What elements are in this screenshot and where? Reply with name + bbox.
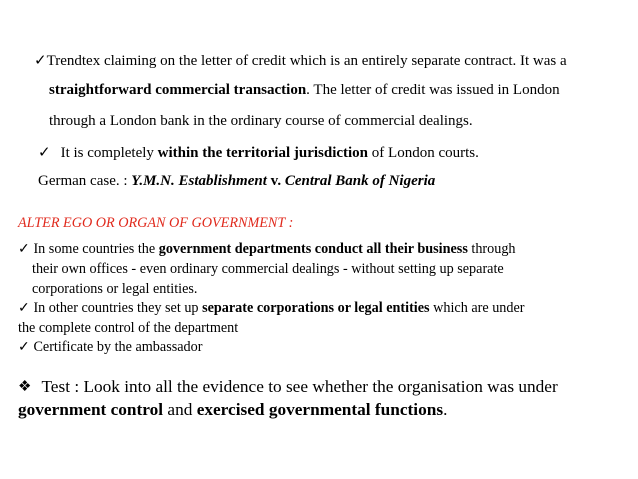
text-line-10: the complete control of the department (18, 320, 239, 336)
bold-phrase: government control (18, 400, 164, 419)
text-segment: German case. : (38, 173, 132, 189)
text-segment: Test : Look into all the evidence to see whether the organisation was under (41, 377, 558, 396)
text-line-2 (49, 82, 560, 99)
text-line-4 (38, 143, 479, 162)
case-name-2: Central Bank of Nigeria (284, 173, 436, 189)
text-line-7: their own offices - even ordinary commercial dealings - without setting up separate (32, 261, 504, 277)
checkmark-icon: ✓ (34, 53, 47, 69)
text-line-8: corporations or legal entities. (32, 281, 198, 297)
text-line-11 (18, 339, 202, 356)
text-segment: . (443, 400, 448, 419)
text-segment: and (163, 400, 197, 419)
text-line-12 (18, 377, 558, 397)
bold-phrase: separate corporations or legal entities (202, 300, 430, 316)
checkmark-icon: ✓ (38, 145, 51, 161)
section-heading: ALTER EGO OR ORGAN OF GOVERNMENT : (18, 215, 294, 231)
case-name-1: Y.M.N. Establishment (131, 173, 267, 189)
bold-phrase: exercised governmental functions (196, 400, 444, 419)
text-segment: It is completely (60, 145, 158, 161)
text-segment: . The letter of credit was issued in London (306, 82, 560, 98)
text-segment: through a London bank in the ordinary course of commercial dealings. (49, 113, 473, 129)
text-line-13 (18, 400, 447, 420)
text-segment: of London courts. (368, 145, 479, 161)
bold-phrase: government departments conduct all their business (158, 241, 468, 257)
text-line-9 (18, 300, 525, 317)
text-line-5 (38, 173, 435, 190)
text-line-3 (49, 113, 473, 130)
bold-phrase: straightforward commercial transaction (49, 82, 307, 98)
checkmark-icon: ✓ (18, 241, 30, 257)
text-segment: v. (266, 173, 285, 189)
text-segment: In other countries they set up (33, 300, 203, 316)
text-segment: through (467, 241, 516, 257)
text-segment: Trendtex claiming on the letter of credit which is an entirely separate contract. It was a (46, 53, 567, 69)
text-line-6 (18, 241, 516, 258)
text-segment: which are under (429, 300, 525, 316)
text-line-1 (34, 51, 567, 70)
bold-phrase: within the territorial jurisdiction (157, 145, 369, 161)
diamond-bullet-icon: ❖ (18, 379, 32, 395)
checkmark-icon: ✓ (18, 300, 30, 316)
text-segment: Certificate by the ambassador (33, 339, 203, 355)
text-segment: In some countries the (33, 241, 159, 257)
checkmark-icon: ✓ (18, 339, 30, 355)
